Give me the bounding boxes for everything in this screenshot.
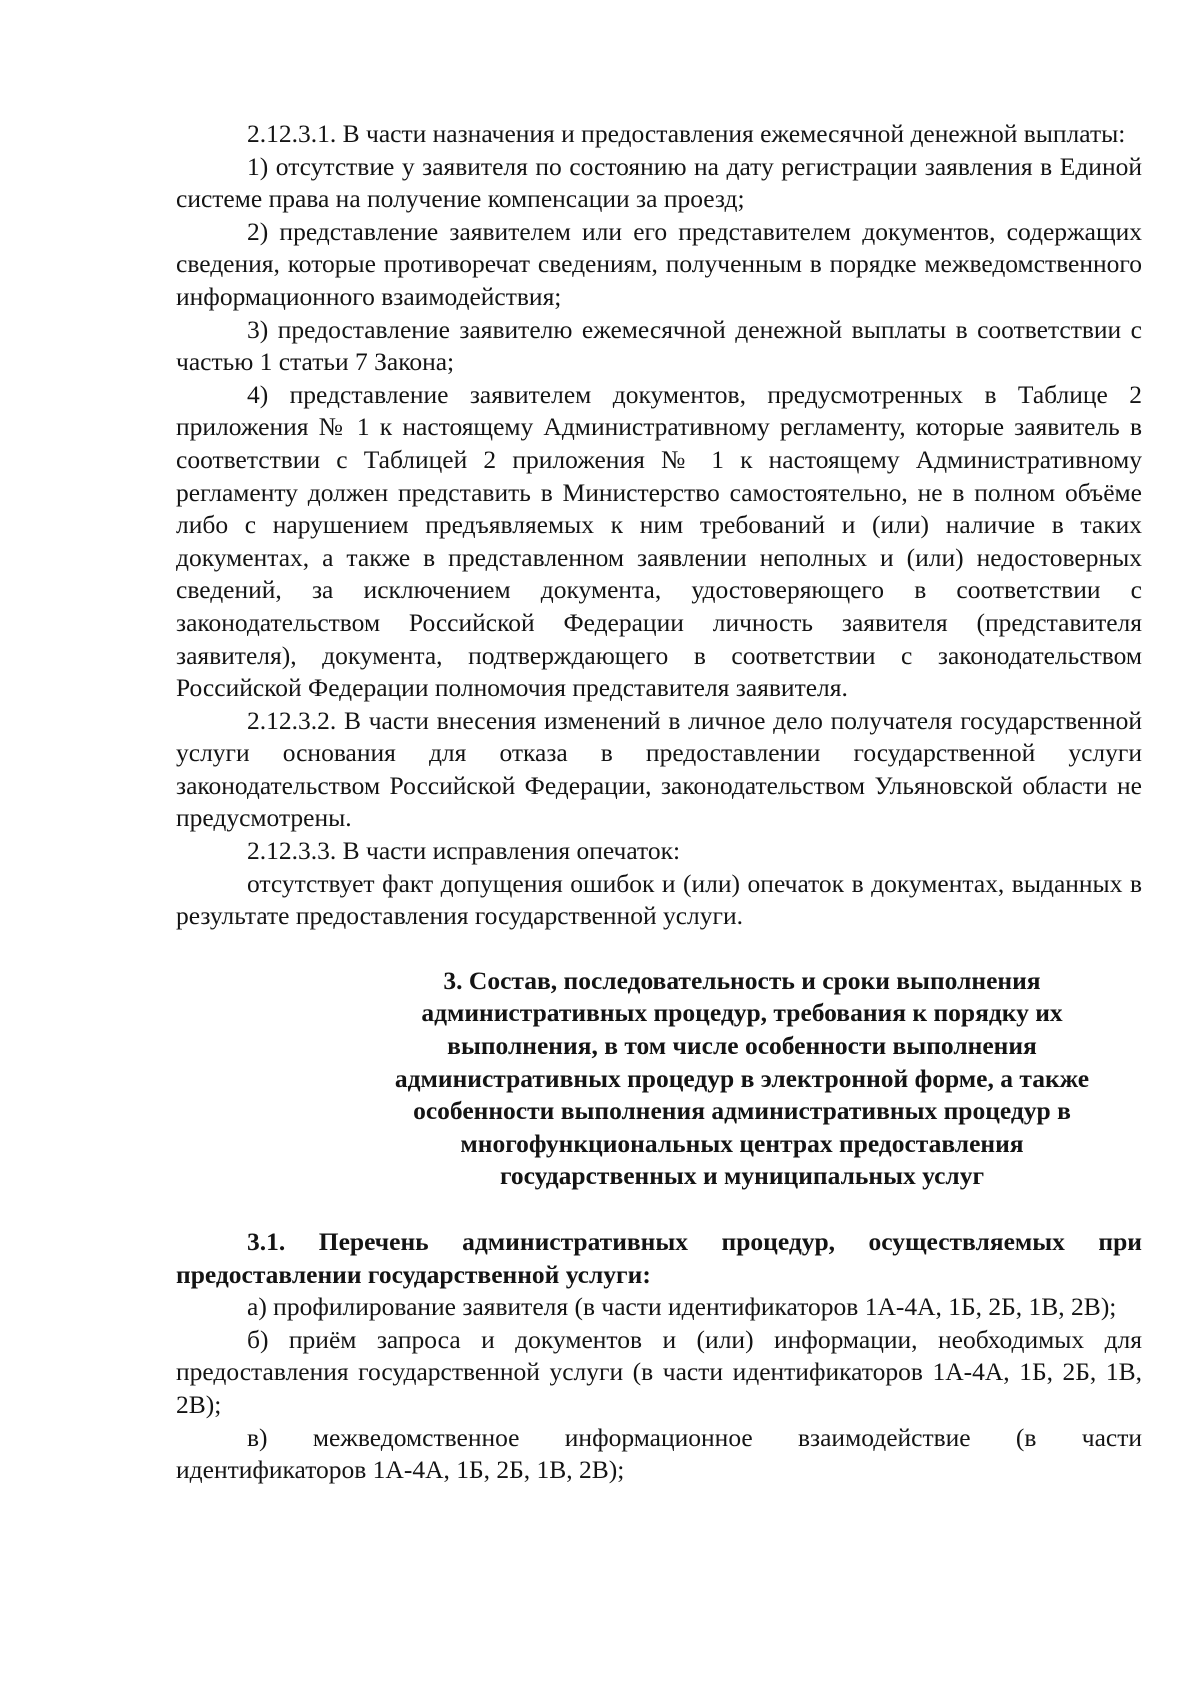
section-heading-line: выполнения, в том числе особенности выполнения	[447, 1031, 1037, 1061]
section-heading-line: административных процедур в электронной форме, а также	[394, 1063, 1090, 1093]
subsection-3-1-heading	[176, 1226, 1142, 1291]
list-item-b: б) приём запроса и документов и (или) информации, необходимых для предоставления государственной услуги (в части идентификаторов 1А-4А, 1Б, 2Б, 1В, 2В);	[176, 1324, 1142, 1419]
section-3-heading	[176, 965, 1142, 1193]
paragraph-2-12-3-2: 2.12.3.2. В части внесения изменений в личное дело получателя государственной услуги основания для отказа в предоставлении государственной услуги законодательством Российской Федерации, законодательством Ульяновской области не предусмотрены.	[176, 705, 1142, 833]
section-heading-line: особенности выполнения административных процедур в	[413, 1096, 1071, 1126]
section-heading-line: многофункциональных центрах предоставления	[460, 1128, 1024, 1158]
paragraph-item-2: 2) представление заявителем или его представителем документов, содержащих сведения, которые противоречат сведениям, полученным в порядке межведомственного информационного взаимодействия;	[176, 216, 1142, 311]
paragraph-item-4: 4) представление заявителем документов, предусмотренных в Таблице 2 приложения № 1 к настоящему Административному регламенту, которые заявитель в соответствии с Таблицей 2 приложения № 1 к настоящему Административному регламенту должен представить в Министерство самостоятельно, не в полном объёме либо с нарушением предъявляемых к ним требований и (или) наличие в таких документах, а также в представленном заявлении неполных и (или) недостоверных сведений, за исключением документа, удостоверяющего в соответствии с законодательством Российской Федерации личность заявителя (представителя заявителя), документа, подтверждающего в соответствии с законодательством Российской Федерации полномочия представителя заявителя.	[176, 379, 1142, 703]
document-page	[176, 118, 1142, 1487]
section-heading-line: 3. Состав, последовательность и сроки выполнения	[443, 965, 1041, 995]
paragraph-2-12-3-3: 2.12.3.3. В части исправления опечаток:	[247, 836, 681, 866]
paragraph-item-3: 3) предоставление заявителю ежемесячной денежной выплаты в соответствии с частью 1 статьи 7 Закона;	[176, 314, 1142, 377]
list-item-v: в) межведомственное информационное взаимодействие (в части идентификаторов 1А-4А, 1Б, 2Б, 1В, 2В);	[176, 1422, 1142, 1485]
paragraph-2-12-3-1: 2.12.3.1. В части назначения и предоставления ежемесячной денежной выплаты:	[247, 119, 1126, 148]
list-item-a: а) профилирование заявителя (в части идентификаторов 1А-4А, 1Б, 2Б, 1В, 2В);	[247, 1292, 1117, 1322]
paragraph-typo-fact: отсутствует факт допущения ошибок и (или) опечаток в документах, выданных в результате предоставления государственной услуги.	[176, 868, 1142, 931]
subsection-3-1-heading-text: 3.1. Перечень административных процедур, осуществляемых при предоставлении государственной услуги:	[176, 1227, 1142, 1289]
section-heading-line: государственных и муниципальных услуг	[499, 1161, 985, 1191]
paragraph-item-1: 1) отсутствие у заявителя по состоянию на дату регистрации заявления в Единой системе права на получение компенсации за проезд;	[176, 151, 1142, 214]
section-heading-line: административных процедур, требования к порядку их	[421, 998, 1063, 1028]
